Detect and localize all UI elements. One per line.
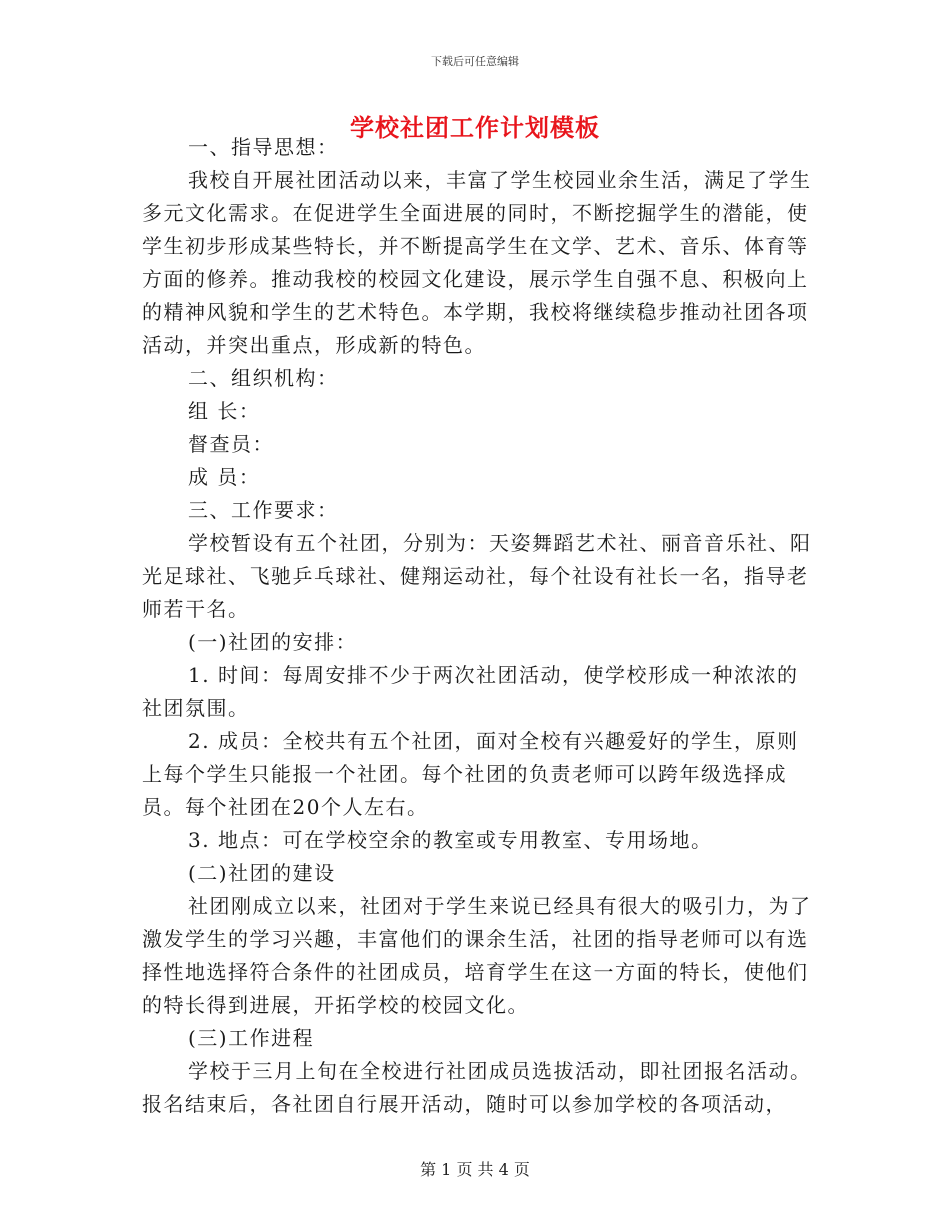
subheading-club-building: (二)社团的建设 xyxy=(188,861,336,885)
document-title: 学校社团工作计划模板 xyxy=(350,113,600,142)
heading-organization: 二、组织机构： xyxy=(188,366,339,390)
org-members: 成 员： xyxy=(188,465,261,489)
heading-work-requirements: 三、工作要求： xyxy=(188,498,339,522)
paragraph-work-progress: 学校于三月上旬在全校进行社团成员选拔活动，即社团报名活动。报名结束后，各社团自行展开活动，随时可以参加学校的各项活动， xyxy=(142,1059,812,1116)
paragraph-club-building: 社团刚成立以来，社团对于学生来说已经具有很大的吸引力，为了激发学生的学习兴趣，丰富他们的课余生活，社团的指导老师可以有选择性地选择符合条件的社团成员，培育学生在这一方面的特长，使他们的特长得到进展，开拓学校的校园文化。 xyxy=(142,894,812,1017)
org-leader: 组 长： xyxy=(188,399,261,423)
paragraph-guiding-ideology: 我校自开展社团活动以来，丰富了学生校园业余生活，满足了学生多元文化需求。在促进学生全面进展的同时，不断挖掘学生的潜能，使学生初步形成某些特长，并不断提高学生在文学、艺术、音乐、体育等方面的修养。推动我校的校园文化建设，展示学生自强不息、积极向上的精神风貌和学生的艺术特色。本学期，我校将继续稳步推动社团各项活动，并突出重点，形成新的特色。 xyxy=(142,168,812,357)
subheading-work-progress: (三)工作进程 xyxy=(188,1026,315,1050)
org-inspector: 督查员： xyxy=(188,432,274,456)
header-note: 下载后可任意编辑 xyxy=(431,55,519,68)
subheading-club-arrangement: (一)社团的安排： xyxy=(188,630,358,654)
list-item-location: 3. 地点：可在学校空余的教室或专用教室、专用场地。 xyxy=(188,828,713,852)
paragraph-clubs-list: 学校暂设有五个社团，分别为：天姿舞蹈艺术社、丽音音乐社、阳光足球社、飞驰乒乓球社、健翔运动社，每个社设有社长一名，指导老师若干名。 xyxy=(142,531,812,621)
document-body xyxy=(142,131,812,1121)
page-footer: 第 1 页 共 4 页 xyxy=(420,1160,530,1179)
heading-guiding-ideology: 一、指导思想： xyxy=(188,135,339,159)
list-item-time: 1. 时间：每周安排不少于两次社团活动，使学校形成一种浓浓的社团氛围。 xyxy=(142,663,799,720)
list-item-members: 2. 成员：全校共有五个社团，面对全校有兴趣爱好的学生，原则上每个学生只能报一个社团。每个社团的负责老师可以跨年级选择成员。每个社团在20个人左右。 xyxy=(142,729,799,819)
